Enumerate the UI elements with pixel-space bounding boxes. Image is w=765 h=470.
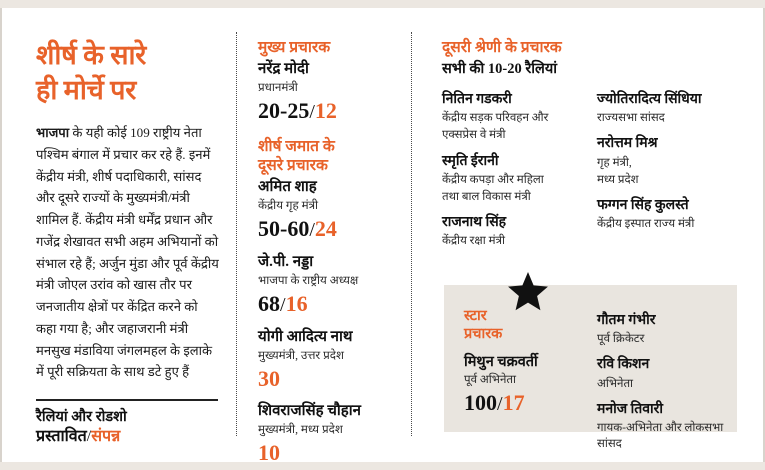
campaigner-entry: [597, 91, 742, 126]
star-section-heading: [464, 307, 584, 344]
campaigner-entry: [597, 197, 742, 232]
headline-line-1: शीर्ष के सारे: [36, 40, 147, 70]
rally-count: [258, 366, 403, 392]
intro-lead-word: भाजपा: [36, 125, 70, 141]
campaigner-name: फग्गन सिंह कुलस्ते: [597, 198, 689, 214]
second-tier-grid: [442, 91, 742, 250]
campaigner-entry: [258, 60, 403, 125]
campaigner-entry: [597, 401, 729, 453]
campaigner-name: शिवराजसिंह चौहान: [258, 402, 361, 419]
rally-separator: /: [497, 393, 503, 416]
legend-completed: संपन्न: [91, 427, 121, 445]
top-border-strip: [0, 0, 765, 8]
footer-label-rallies: रैलियां और रोडशो: [36, 409, 127, 425]
second-tier-column: [442, 38, 742, 250]
section-heading-second-tier: दूसरी श्रेणी के प्रचारक: [442, 39, 562, 56]
rally-separator: /: [280, 293, 286, 316]
star-featured-block: [464, 307, 584, 416]
campaigner-entry: [442, 214, 587, 249]
rally-completed: 24: [314, 215, 337, 241]
rally-count: [258, 440, 403, 466]
rally-completed: 12: [314, 97, 337, 123]
page-title: [36, 38, 221, 108]
campaigner-role-line-2: एक्सप्रेस वे मंत्री: [442, 128, 506, 142]
section-heading-main-campaigner: मुख्य प्रचारक: [258, 39, 331, 56]
star-heading-line-2: प्रचारक: [464, 326, 503, 343]
rally-completed: 16: [285, 290, 308, 316]
campaigner-name: योगी आदित्य नाथ: [258, 328, 353, 345]
campaigner-role-line-2: मध्य प्रदेश: [597, 172, 639, 186]
section-heading-top-brass: [258, 137, 403, 176]
campaigner-entry: [442, 91, 587, 144]
campaigner-name: स्मृति ईरानी: [442, 153, 499, 169]
star-others-list: [597, 312, 729, 452]
campaigner-role: पूर्व क्रिकेटर: [597, 332, 645, 346]
campaigner-name: मनोज तिवारी: [597, 401, 664, 417]
campaigner-role: अभिनेता: [597, 376, 634, 390]
second-tier-column-b: [597, 91, 742, 250]
rally-separator: /: [309, 100, 315, 123]
campaigner-role: मुख्यमंत्री, मध्य प्रदेश: [258, 423, 343, 437]
column-divider-1: [236, 32, 237, 436]
campaigner-name: नरोत्तम मिश्र: [597, 136, 658, 152]
intro-body-rest: के यही कोई 109 राष्ट्रीय नेता पश्चिम बंगाल में प्रचार कर रहे हैं. इनमें केंद्रीय मंत्री, शीर्ष पदाधिकारी, सांसद और दूसरे राज्यों के मुख्यमंत्री/मंत्री शामिल हैं. केंद्रीय मंत्री धर्मेंद्र प्रधान और गजेंद्र शेखावत सभी अहम अभियानों को संभाल रहे हैं; अर्जुन मुंडा और पूर्व केंद्रीय मंत्री जोएल उरांव को खास तौर पर जनजातीय क्षेत्रों पर केंद्रित करने को कहा गया है; और जहाजरानी मंत्री मनसुख मंडाविया जंगलमहल के इलाके में पूरी सक्रियता के साथ डटे हुए हैं: [36, 125, 219, 380]
left-border-edge: [0, 8, 2, 462]
section-subheading-rallies: सभी की 10-20 रैलियां: [442, 61, 558, 78]
second-tier-column-a: [442, 91, 587, 250]
intro-column: [36, 38, 221, 448]
rally-proposed: 50-60: [258, 215, 310, 241]
campaigner-name: ज्योतिरादित्य सिंधिया: [597, 91, 702, 107]
campaigner-role: पूर्व अभिनेता: [464, 372, 516, 386]
star-campaigners-panel: [444, 285, 737, 451]
campaigner-entry: [597, 312, 729, 347]
rally-proposed: 20-25: [258, 97, 310, 123]
campaigner-entry: [258, 402, 403, 466]
legend-proposed: प्रस्तावित: [36, 427, 87, 445]
campaigner-entry: [442, 153, 587, 206]
star-heading-line-1: स्टार: [464, 308, 487, 324]
campaigner-entry: [597, 356, 729, 391]
rally-proposed: 10: [258, 440, 280, 466]
campaigner-role-line-1: केंद्रीय इस्पात राज्य मंत्री: [597, 217, 695, 231]
campaigner-role: मुख्यमंत्री, उत्तर प्रदेश: [258, 349, 344, 363]
campaigner-entry: [597, 135, 742, 188]
campaigner-role: केंद्रीय गृह मंत्री: [258, 199, 319, 213]
campaigner-name: अमित शाह: [258, 178, 317, 195]
section-heading-line-1: शीर्ष जमात के: [258, 137, 335, 155]
campaigner-name: नरेंद्र मोदी: [258, 60, 309, 77]
rally-proposed: 30: [258, 365, 280, 391]
campaigner-entry: [258, 328, 403, 392]
rally-count: [258, 98, 403, 125]
campaigner-entry: [258, 178, 403, 243]
campaigner-entry: [258, 253, 403, 318]
campaigner-role-line-2: तथा बाल विकास मंत्री: [442, 190, 531, 204]
campaigner-role: गायक-अभिनेता और लोकसभा सांसद: [597, 421, 724, 451]
campaigner-name: मिथुन चक्रवर्ती: [464, 353, 538, 370]
rally-proposed: 100: [464, 390, 497, 416]
footer-legend: [36, 427, 221, 448]
campaigner-role: प्रधानमंत्री: [258, 81, 298, 95]
campaigner-role-line-1: राज्यसभा सांसद: [597, 111, 665, 125]
campaigner-name: नितिन गडकरी: [442, 91, 512, 107]
campaigner-role-line-1: केंद्रीय कपड़ा और महिला: [442, 172, 544, 186]
rally-proposed: 68: [258, 290, 280, 316]
main-campaigners-column: [258, 38, 403, 470]
campaigner-name: रवि किशन: [597, 357, 650, 373]
campaigner-role: भाजपा के राष्ट्रीय अध्यक्ष: [258, 274, 359, 288]
campaigner-name: गौतम गंभीर: [597, 313, 656, 328]
column-divider-2: [411, 32, 412, 436]
campaigner-name: जे.पी. नड्डा: [258, 253, 314, 270]
rally-count: [258, 216, 403, 243]
campaigner-role-line-1: गृह मंत्री,: [597, 155, 632, 169]
rally-count: [258, 291, 403, 318]
campaigner-name: राजनाथ सिंह: [442, 215, 507, 231]
campaigner-role-line-1: केंद्रीय रक्षा मंत्री: [442, 234, 505, 248]
headline-line-2: ही मोर्चे पर: [36, 75, 137, 106]
section-heading-line-2: दूसरे प्रचारक: [258, 157, 328, 175]
campaigner-role-line-1: केंद्रीय सड़क परिवहन और: [442, 111, 549, 125]
footer-divider-rule: [36, 399, 218, 401]
rally-count: [464, 390, 584, 416]
legend-slash: /: [86, 427, 92, 445]
rally-completed: 17: [502, 390, 525, 416]
rally-separator: /: [309, 218, 315, 241]
intro-body-text: [36, 122, 221, 383]
